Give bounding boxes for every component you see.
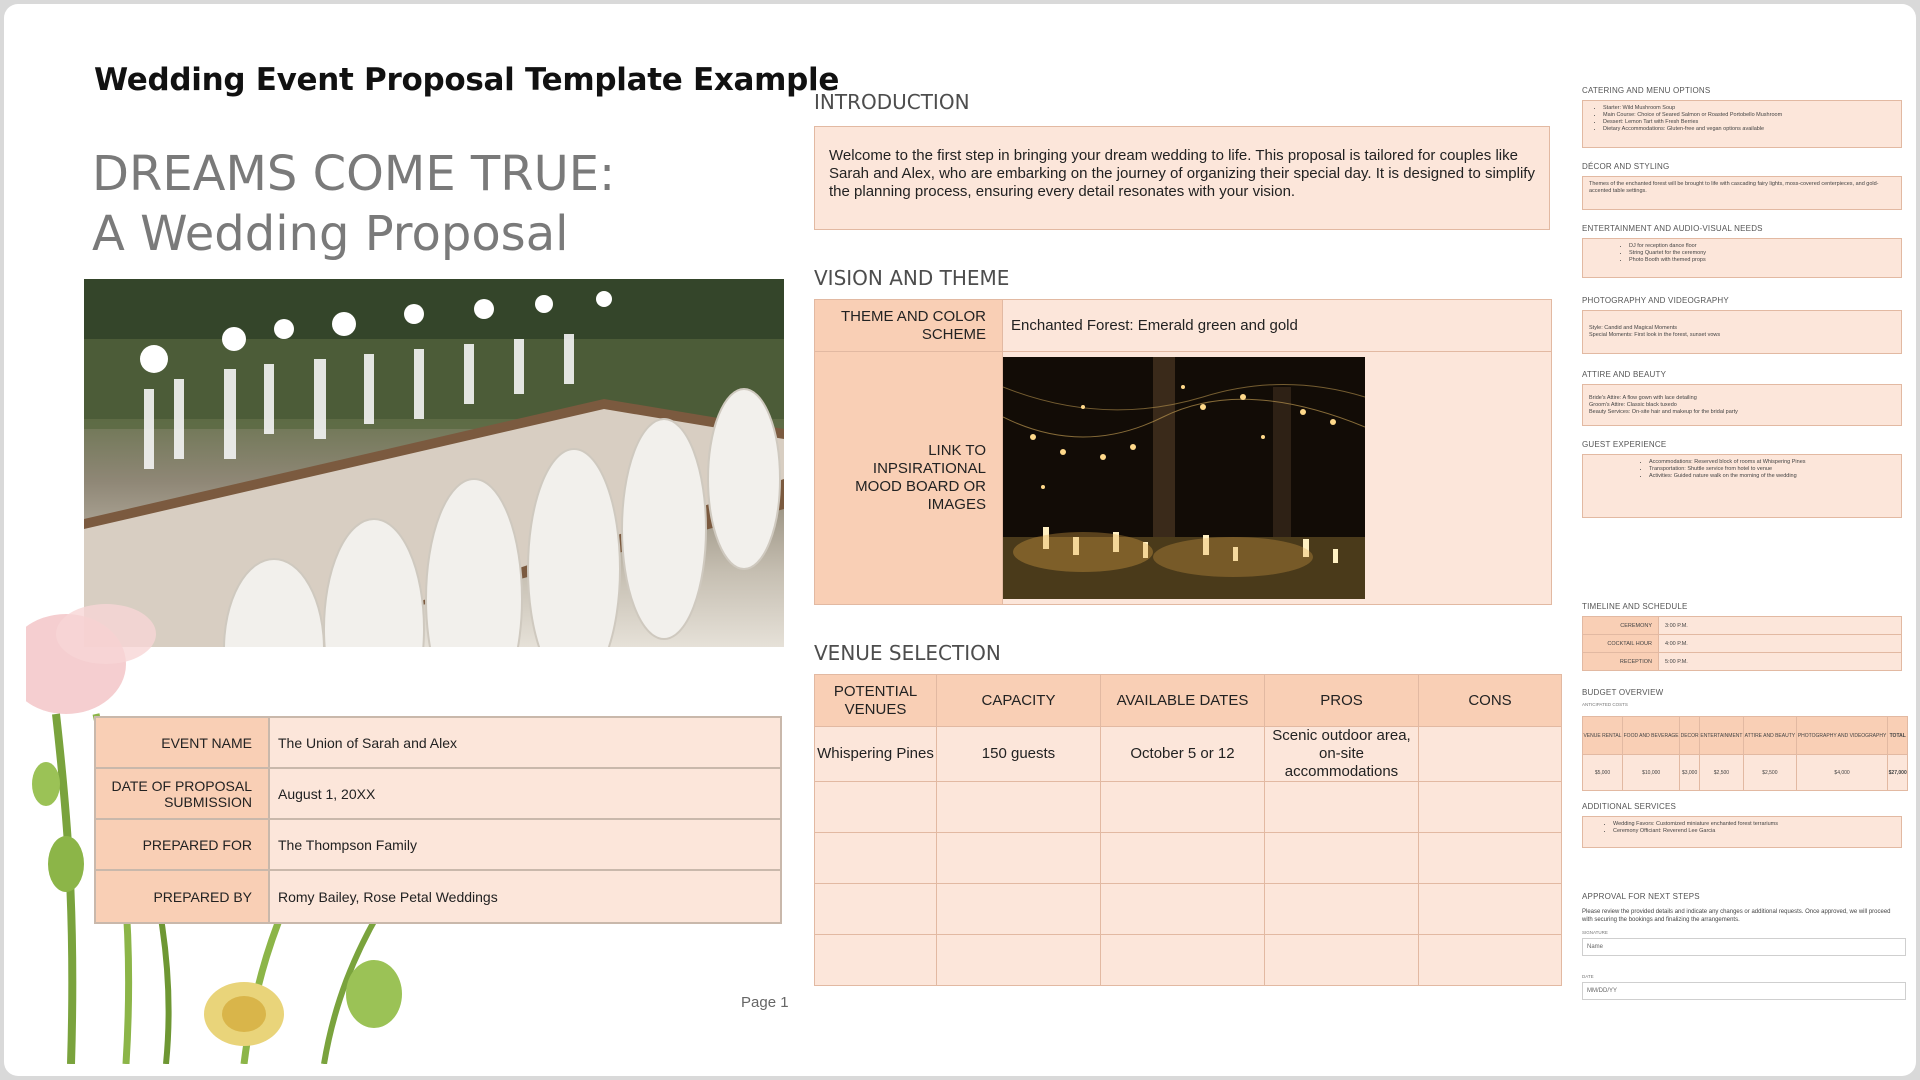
prepared-for-label: PREPARED FOR: [96, 820, 270, 871]
decor-heading: DÉCOR AND STYLING: [1582, 162, 1670, 171]
page-number: Page 1: [741, 994, 789, 1011]
empty-cell: [1419, 935, 1562, 986]
introduction-heading: INTRODUCTION: [814, 90, 970, 114]
column-header: VENUE RENTAL: [1583, 717, 1623, 755]
attire-heading: ATTIRE AND BEAUTY: [1582, 370, 1667, 379]
table-header-row: [1583, 717, 1908, 755]
budget-table: [1582, 716, 1908, 791]
column-header: FOOD AND BEVERAGE: [1622, 717, 1679, 755]
budget-cell: $10,000: [1622, 755, 1679, 791]
timeline-value: 4:00 P.M.: [1659, 635, 1902, 653]
table-header-row: [815, 675, 1562, 727]
empty-cell: [1265, 782, 1419, 833]
document-frame: [4, 4, 1916, 1076]
budget-cell: $2,500: [1699, 755, 1743, 791]
approval-heading: APPROVAL FOR NEXT STEPS: [1582, 892, 1700, 901]
venue-name-cell: Whispering Pines: [815, 727, 937, 782]
table-row: [96, 820, 780, 871]
photography-line: Special Moments: First look in the forest, sunset vows: [1589, 332, 1721, 338]
list-item: • Photo Booth with themed props: [1629, 257, 1895, 264]
table-row: [815, 300, 1552, 352]
vision-heading: VISION AND THEME: [814, 266, 1010, 290]
venue-heading: VENUE SELECTION: [814, 641, 1001, 665]
attire-line: Bride's Attire: A flow gown with lace detailing: [1589, 395, 1697, 401]
proposal-title-line2: A Wedding Proposal: [92, 206, 569, 262]
empty-cell: [1419, 833, 1562, 884]
timeline-heading: TIMELINE AND SCHEDULE: [1582, 602, 1688, 611]
empty-cell: [937, 935, 1101, 986]
empty-cell: [1419, 782, 1562, 833]
empty-cell: [937, 833, 1101, 884]
additional-services-box: [1582, 816, 1902, 848]
table-row: [96, 718, 780, 769]
empty-cell: [1265, 833, 1419, 884]
table-row: [815, 833, 1562, 884]
dates-cell: October 5 or 12: [1101, 727, 1265, 782]
table-row: [815, 352, 1552, 605]
column-header: TOTAL: [1888, 717, 1908, 755]
date-field[interactable]: MM/DD/YY: [1582, 982, 1906, 1000]
approval-text: Please review the provided details and indicate any changes or additional requests. Once approved, we will proceed with securing the bookings and finalizing the arrangements.: [1582, 909, 1891, 923]
empty-cell: [815, 935, 937, 986]
event-name-value: The Union of Sarah and Alex: [270, 718, 780, 769]
empty-cell: [937, 782, 1101, 833]
column-header: ENTERTAINMENT: [1699, 717, 1743, 755]
entertainment-heading: ENTERTAINMENT AND AUDIO-VISUAL NEEDS: [1582, 224, 1763, 233]
table-row: [1583, 653, 1902, 671]
empty-cell: [815, 833, 937, 884]
proposal-title-line1: DREAMS COME TRUE:: [92, 146, 616, 202]
timeline-table: [1582, 616, 1902, 671]
budget-subheading: ANTICIPATED COSTS: [1582, 702, 1628, 707]
table-row: [96, 871, 780, 922]
budget-cell: $5,000: [1583, 755, 1623, 791]
budget-cell: $4,000: [1796, 755, 1888, 791]
list-item: • DJ for reception dance floor: [1629, 243, 1895, 250]
table-row: [96, 769, 780, 820]
list-item: • Main Course: Choice of Seared Salmon or Roasted Portobello Mushroom: [1603, 112, 1895, 119]
theme-label: THEME AND COLOR SCHEME: [815, 300, 1003, 352]
column-header: CAPACITY: [937, 675, 1101, 727]
budget-cell: $2,500: [1743, 755, 1796, 791]
table-row: [815, 935, 1562, 986]
empty-cell: [1101, 782, 1265, 833]
prepared-by-label: PREPARED BY: [96, 871, 270, 922]
table-row: [1583, 617, 1902, 635]
empty-cell: [1101, 884, 1265, 935]
timeline-label: COCKTAIL HOUR: [1583, 635, 1659, 653]
prepared-by-value: Romy Bailey, Rose Petal Weddings: [278, 888, 498, 905]
proposal-date-label: DATE OF PROPOSAL SUBMISSION: [96, 769, 270, 820]
pros-cell: Scenic outdoor area, on-site accommodations: [1265, 727, 1419, 782]
timeline-value: 3:00 P.M.: [1659, 617, 1902, 635]
list-item: • Accommodations: Reserved block of rooms at Whispering Pines: [1649, 459, 1895, 466]
signature-field[interactable]: Name: [1582, 938, 1906, 956]
list-item: • Wedding Favors: Customized miniature enchanted forest terrariums: [1613, 821, 1895, 828]
budget-cell: $3,000: [1680, 755, 1700, 791]
timeline-label: CEREMONY: [1583, 617, 1659, 635]
event-name-label: EVENT NAME: [96, 718, 270, 769]
attire-box: [1582, 384, 1902, 426]
mood-board-image[interactable]: [1003, 357, 1365, 599]
cons-cell: [1419, 727, 1562, 782]
column-header: PHOTOGRAPHY AND VIDEOGRAPHY: [1796, 717, 1888, 755]
list-item: • Activities: Guided nature walk on the morning of the wedding: [1649, 473, 1895, 480]
catering-box: [1582, 100, 1902, 148]
column-header: DECOR: [1680, 717, 1700, 755]
list-item: • Transportation: Shuttle service from hotel to venue: [1649, 466, 1895, 473]
vision-theme-table: [814, 299, 1552, 605]
empty-cell: [937, 884, 1101, 935]
capacity-cell: 150 guests: [937, 727, 1101, 782]
empty-cell: [815, 782, 937, 833]
signature-label: SIGNATURE: [1582, 930, 1608, 935]
proposal-title: [92, 144, 615, 264]
venue-selection-table: [814, 674, 1562, 986]
empty-cell: [1101, 833, 1265, 884]
prepared-for-value: The Thompson Family: [270, 820, 780, 871]
photography-box: [1582, 310, 1902, 354]
mood-board-cell: [1003, 352, 1552, 605]
date-label: DATE: [1582, 974, 1594, 979]
column-header: POTENTIAL VENUES: [815, 675, 937, 727]
empty-cell: [1265, 935, 1419, 986]
mood-board-label: LINK TO INPSIRATIONAL MOOD BOARD OR IMAGES: [815, 352, 1003, 605]
additional-services-heading: ADDITIONAL SERVICES: [1582, 802, 1677, 811]
list-item: • Dietary Accommodations: Gluten-free and vegan options available: [1603, 126, 1895, 133]
list-item: • String Quartet for the ceremony: [1629, 250, 1895, 257]
banquet-table-photo: [84, 279, 784, 647]
empty-cell: [1265, 884, 1419, 935]
document-title: Wedding Event Proposal Template Example: [94, 62, 840, 98]
entertainment-box: [1582, 238, 1902, 278]
table-row: [1583, 755, 1908, 791]
attire-line: Beauty Services: On-site hair and makeup for the bridal party: [1589, 409, 1738, 415]
table-row: [815, 884, 1562, 935]
list-item: • Dessert: Lemon Tart with Fresh Berries: [1603, 119, 1895, 126]
guest-experience-box: [1582, 454, 1902, 518]
list-item: • Ceremony Officiant: Reverend Lee Garcia: [1613, 828, 1895, 835]
budget-heading: BUDGET OVERVIEW: [1582, 688, 1664, 697]
proposal-date-value: August 1, 20XX: [270, 769, 780, 820]
decor-box: Themes of the enchanted forest will be brought to life with cascading fairy lights, moss-covered centerpieces, and gold-accented table settings.: [1582, 176, 1902, 210]
table-row: [815, 727, 1562, 782]
list-item: • Starter: Wild Mushroom Soup: [1603, 105, 1895, 112]
photography-line: Style: Candid and Magical Moments: [1589, 325, 1678, 331]
table-row: [815, 782, 1562, 833]
table-row: [1583, 635, 1902, 653]
event-info-table: [94, 716, 782, 924]
empty-cell: [1101, 935, 1265, 986]
timeline-value: 5:00 P.M.: [1659, 653, 1902, 671]
column-header: PROS: [1265, 675, 1419, 727]
guest-experience-heading: GUEST EXPERIENCE: [1582, 440, 1667, 449]
timeline-label: RECEPTION: [1583, 653, 1659, 671]
photography-heading: PHOTOGRAPHY AND VIDEOGRAPHY: [1582, 296, 1729, 305]
budget-total-cell: $27,000: [1888, 755, 1908, 791]
column-header: ATTIRE AND BEAUTY: [1743, 717, 1796, 755]
empty-cell: [1419, 884, 1562, 935]
introduction-text: Welcome to the first step in bringing your dream wedding to life. This proposal is tailored for couples like Sarah and Alex, who are embarking on the journey of organizing their special day. It is designed to simplify the planning process, ensuring every detail resonates with your vision.: [814, 126, 1550, 230]
empty-cell: [815, 884, 937, 935]
column-header: AVAILABLE DATES: [1101, 675, 1265, 727]
catering-heading: CATERING AND MENU OPTIONS: [1582, 86, 1711, 95]
theme-value: Enchanted Forest: Emerald green and gold: [1003, 300, 1552, 352]
column-header: CONS: [1419, 675, 1562, 727]
attire-line: Groom's Attire: Classic black tuxedo: [1589, 402, 1677, 408]
